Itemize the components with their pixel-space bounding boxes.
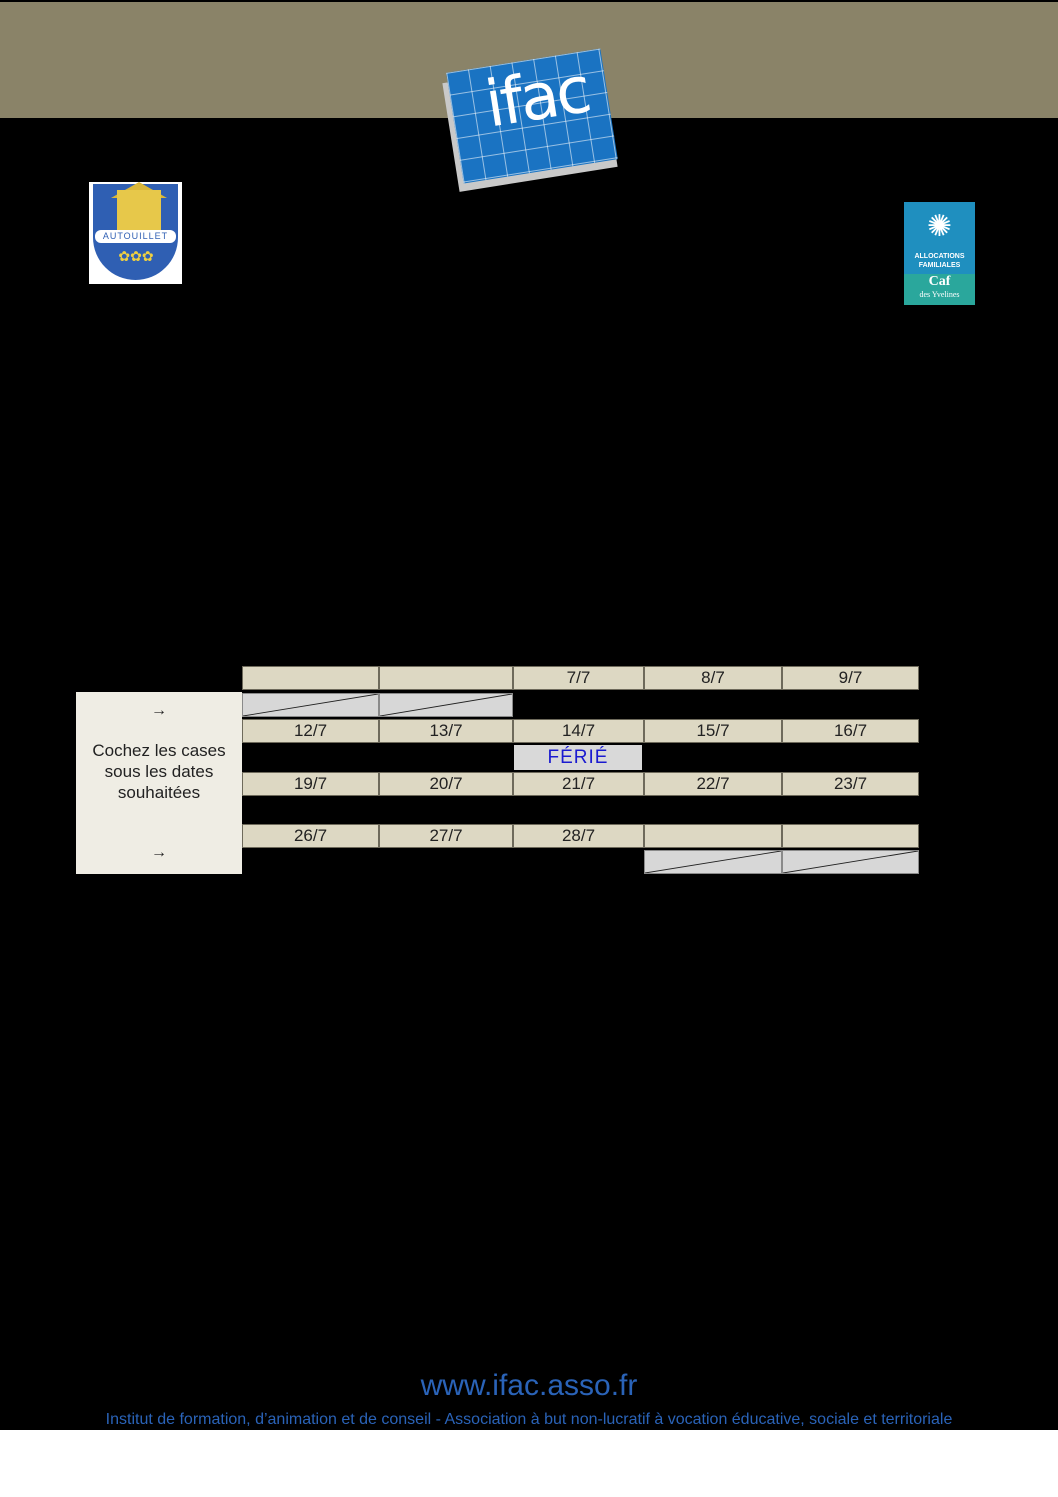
unavailable-date-cell: [782, 850, 919, 874]
date-header-cell: 23/7: [782, 772, 919, 796]
unavailable-date-cell: [379, 693, 513, 717]
unavailable-date-cell: [644, 850, 782, 874]
crest-banner: AUTOUILLET: [95, 230, 176, 243]
arrow-right-icon: →: [151, 844, 167, 861]
unavailable-date-cell: [242, 693, 379, 717]
date-header-cell: 20/7: [379, 772, 513, 796]
date-header-cell: 27/7: [379, 824, 513, 848]
date-header-cell: 9/7: [782, 666, 919, 690]
footer-website-link[interactable]: www.ifac.asso.fr: [420, 1369, 638, 1402]
date-header-cell: 15/7: [644, 719, 782, 743]
date-header-cell: 26/7: [242, 824, 379, 848]
date-header-cell: 7/7: [513, 666, 644, 690]
ifac-logo-text: ifac: [480, 53, 594, 143]
date-header-cell: 16/7: [782, 719, 919, 743]
church-icon: [117, 190, 161, 230]
caf-logo: [904, 202, 975, 305]
caf-logo-name: Caf: [928, 274, 951, 289]
date-header-cell: 22/7: [644, 772, 782, 796]
crest-shield: [93, 184, 178, 280]
caf-people-icon: ✺: [926, 210, 953, 243]
date-header-cell: [242, 666, 379, 690]
ifac-logo: [440, 48, 620, 188]
date-header-cell: 21/7: [513, 772, 644, 796]
grapes-icon: ✿✿✿: [118, 248, 154, 264]
caf-logo-line1: ALLOCATIONS FAMILIALES: [914, 253, 965, 269]
date-header-cell: 8/7: [644, 666, 782, 690]
date-header-cell: [644, 824, 782, 848]
calendar-side-panel: [76, 692, 242, 874]
holiday-label: FÉRIÉ: [514, 745, 642, 770]
date-header-cell: 19/7: [242, 772, 379, 796]
date-header-cell: 13/7: [379, 719, 513, 743]
calendar-instruction: Cochez les cases sous les dates souhaitées: [92, 741, 226, 802]
date-header-cell: [379, 666, 513, 690]
caf-logo-region: des Yvelines: [919, 290, 960, 299]
date-header-cell: 12/7: [242, 719, 379, 743]
arrow-right-icon: →: [151, 702, 167, 719]
date-header-cell: 28/7: [513, 824, 644, 848]
autouillet-crest-logo: [89, 182, 182, 284]
footer-tagline: Institut de formation, d’animation et de conseil - Association à but non-lucratif à vocation éducative, sociale et territoriale: [105, 1411, 953, 1428]
date-header-cell: 14/7: [513, 719, 644, 743]
date-header-cell: [782, 824, 919, 848]
